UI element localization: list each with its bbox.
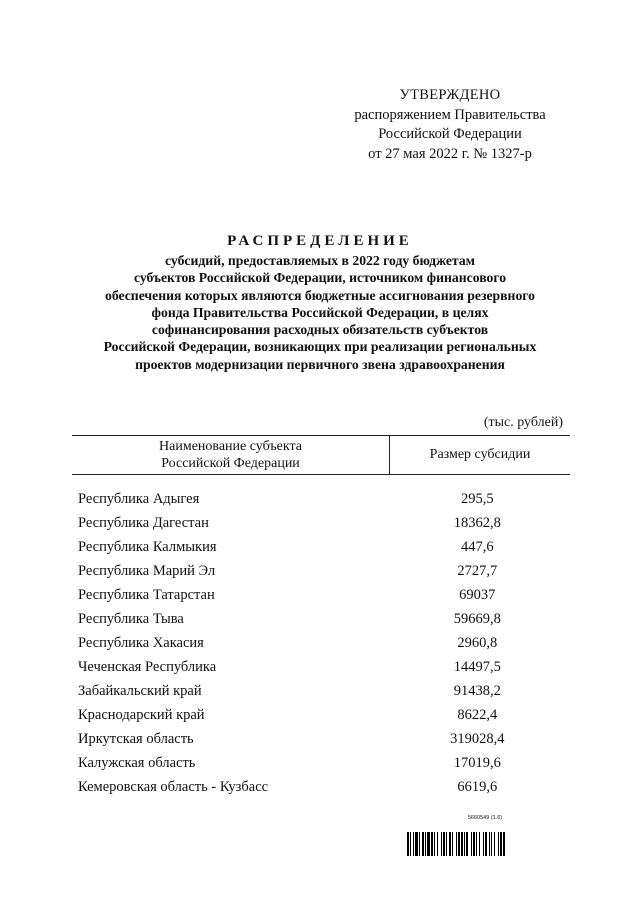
row-value: 2727,7 [457, 563, 498, 579]
table-row [78, 609, 570, 633]
barcode-bar [503, 832, 505, 856]
table-row [78, 633, 570, 657]
barcode-icon [407, 822, 562, 856]
table-row [78, 777, 570, 801]
approval-stamp [330, 86, 570, 164]
unit-label: (тыс. рублей) [483, 415, 563, 430]
subtitle-line: субъектов Российской Федерации, источником финансового [133, 270, 507, 286]
approval-line-3: от 27 мая 2022 г. № 1327-р [368, 145, 532, 162]
row-value: 18362,8 [453, 515, 501, 531]
table-body [78, 489, 570, 801]
row-name: Забайкальский край [78, 683, 202, 699]
document-subtitle [60, 252, 580, 373]
table-row [78, 705, 570, 729]
row-value: 17019,6 [453, 755, 501, 771]
approval-heading: УТВЕРЖДЕНО [399, 87, 501, 103]
row-value: 319028,4 [450, 731, 505, 747]
subtitle-line: субсидий, предоставляемых в 2022 году бюджетам [165, 253, 475, 268]
column-header-name [72, 436, 390, 474]
column-header-name-line-2: Российской Федерации [161, 456, 300, 471]
table-header [72, 435, 570, 475]
table-row [78, 585, 570, 609]
row-name: Калужская область [78, 755, 196, 771]
row-name: Республика Марий Эл [78, 563, 216, 579]
row-name: Республика Дагестан [78, 515, 209, 531]
subtitle-line: обеспечения которых являются бюджетные ассигнования резервного [104, 287, 536, 303]
row-name: Кемеровская область - Кузбасс [78, 779, 269, 795]
column-header-value: Размер субсидии [429, 447, 531, 462]
row-value: 6619,6 [457, 779, 498, 795]
table-row [78, 657, 570, 681]
row-name: Краснодарский край [78, 707, 205, 723]
row-value: 91438,2 [453, 683, 501, 699]
column-header-name-line-1: Наименование субъекта [159, 439, 302, 454]
row-value: 69037 [459, 587, 496, 603]
table-row [78, 561, 570, 585]
row-name: Республика Тыва [78, 611, 184, 627]
row-value: 59669,8 [453, 611, 501, 627]
approval-line-1: распоряжением Правительства [354, 106, 546, 123]
table-row [78, 537, 570, 561]
row-name: Республика Хакасия [78, 635, 204, 651]
barcode-caption: 5660549 (1.6) [467, 815, 503, 821]
subtitle-line: Российской Федерации, возникающих при реализации региональных [103, 339, 537, 355]
table-row [78, 513, 570, 537]
subtitle-line: фонда Правительства Российской Федерации, в целях [151, 304, 489, 320]
row-name: Республика Адыгея [78, 491, 200, 507]
row-name: Чеченская Республика [78, 659, 217, 675]
table-row [78, 681, 570, 705]
row-value: 2960,8 [457, 635, 498, 651]
table-row [78, 753, 570, 777]
approval-line-2: Российской Федерации [378, 126, 522, 142]
table-row [78, 489, 570, 513]
row-value: 295,5 [460, 491, 494, 507]
barcode-bars [407, 832, 562, 856]
row-value: 14497,5 [453, 659, 501, 675]
row-name: Республика Татарстан [78, 587, 215, 603]
table-row [78, 729, 570, 753]
row-name: Республика Калмыкия [78, 539, 217, 555]
document-title: РАСПРЕДЕЛЕНИЕ [227, 233, 413, 249]
subtitle-line: софинансирования расходных обязательств субъектов [151, 322, 489, 338]
row-name: Иркутская область [78, 731, 194, 747]
row-value: 8622,4 [457, 707, 498, 723]
row-value: 447,6 [460, 539, 494, 555]
subtitle-line: проектов модернизации первичного звена здравоохранения [135, 356, 505, 372]
